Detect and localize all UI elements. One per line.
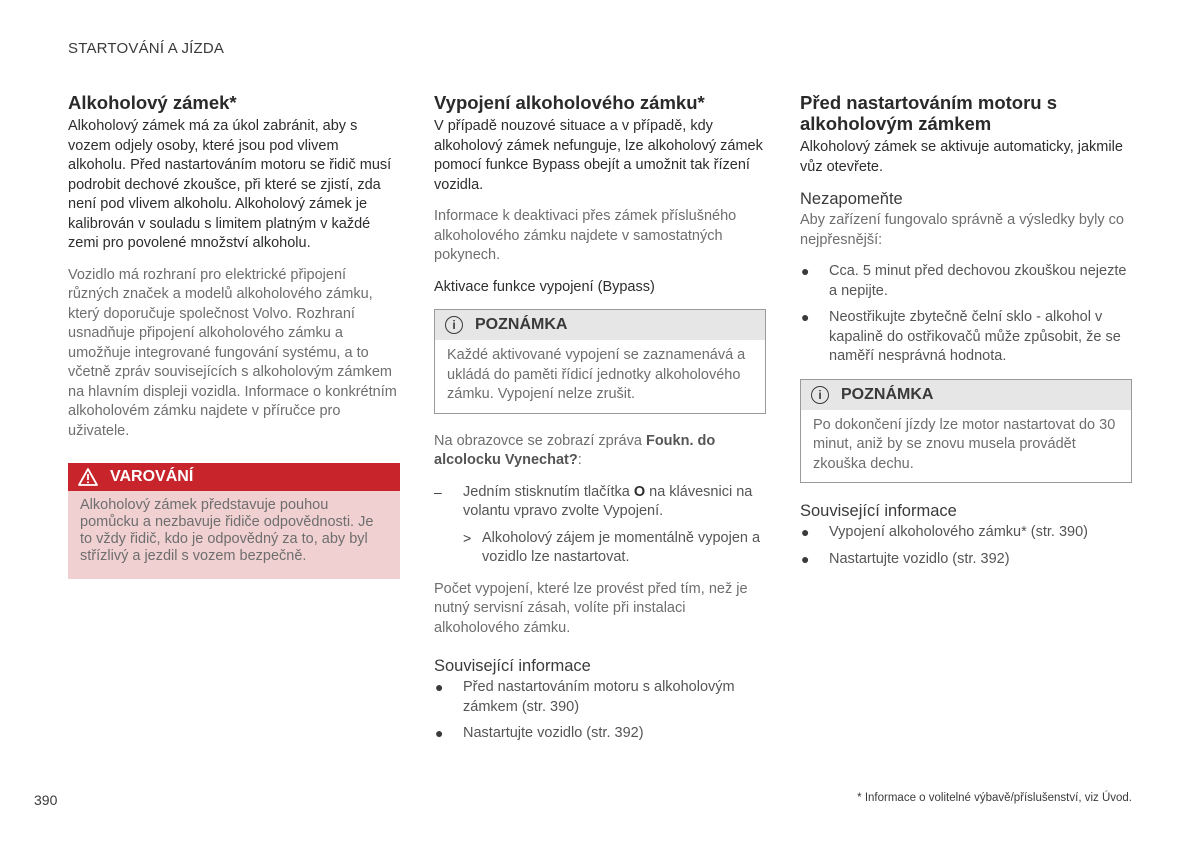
heading-bypass: Vypojení alkoholového zámku* [434, 92, 705, 113]
info-icon: i [811, 386, 829, 404]
heading-before-start: Před nastartováním motoru s alkoholovým zámkem [800, 92, 1058, 134]
bullet-icon: ● [801, 309, 810, 325]
related-link[interactable] [434, 724, 766, 744]
list-item [800, 262, 1132, 301]
info-icon: i [445, 316, 463, 334]
step-item [434, 483, 766, 522]
note-box [800, 379, 1132, 484]
result-text: Alkoholový zájem je momentálně vypojen a vozidlo lze nastartovat. [482, 529, 761, 565]
note-header [435, 310, 765, 340]
alcohol-lock-interface: Vozidlo má rozhraní pro elektrické připojení různých značek a modelů alkoholového zámku, který doporučuje společnost Volvo. Rozhraní usnadňuje připojení alkoholového zámku a umožňuje integrované fungování systému, a to včetně zpráv souvisejících s alkoholovým zámkem na hlavním displeji vozidla. Informace o konkrétním alkoholovém zámku najdete v příručce pro uživatele. [68, 266, 397, 439]
note-text: Každé aktivované vypojení se zaznamenává a ukládá do paměti řídicí jednotky alkoholového zámku. Vypojení nelze zrušit. [447, 347, 746, 402]
result-item [434, 529, 766, 568]
heading-alcohol-lock: Alkoholový zámek* [68, 92, 237, 113]
step-text-prefix: Jedním stisknutím tlačítka [463, 483, 634, 500]
step-key: O [633, 483, 646, 500]
bullet-icon: ● [435, 679, 444, 695]
page-number: 390 [34, 792, 58, 808]
related-info-list [800, 523, 1132, 569]
screen-message-paragraph [434, 432, 766, 471]
bypass-steps [434, 483, 766, 568]
bypass-deactivation-info: Informace k deaktivaci přes zámek příslušného alkoholového zámku najdete v samostatných pokynech. [434, 208, 737, 263]
remember-heading: Nezapomeňte [800, 190, 903, 208]
column-before-start [800, 92, 1132, 581]
footnote: * Informace o volitelné výbavě/příslušenství, viz Úvod. [857, 792, 1132, 804]
list-item [800, 308, 1132, 367]
note-header [801, 380, 1131, 410]
bypass-count-info: Počet vypojení, které lze provést před tím, než je nutný servisní zásah, volíte při instalaci alkoholového zámku. [434, 580, 748, 636]
related-link-text: Vypojení alkoholového zámku* (str. 390) [829, 524, 1088, 540]
related-link[interactable] [800, 523, 1132, 543]
related-link-text: Nastartujte vozidlo (str. 392) [463, 725, 644, 741]
bullet-icon: ● [435, 725, 444, 741]
column-alcohol-lock [68, 92, 400, 579]
related-link[interactable] [434, 678, 766, 717]
related-info-list [434, 678, 766, 744]
list-item-text: Cca. 5 minut před dechovou zkouškou nejezte a nepijte. [829, 263, 1127, 299]
note-text: Po dokončení jízdy lze motor nastartovat do 30 minut, aniž by se znovu musela provádět zkouška dechu. [813, 416, 1116, 472]
list-item-text: Neostřikujte zbytečně čelní sklo - alkohol v kapalině do ostřikovačů může způsobit, že se naměří nesprávná hodnota. [829, 309, 1121, 364]
section-header: STARTOVÁNÍ A JÍZDA [68, 40, 225, 57]
bypass-intro: V případě nouzové situace a v případě, kdy alkoholový zámek nefunguje, lze alkoholový zámek pomocí funkce Bypass obejít a umožnit tak řízení vozidla. [434, 118, 763, 193]
note-box [434, 309, 766, 414]
warning-header [68, 463, 400, 491]
remember-list [800, 262, 1132, 367]
remember-intro: Aby zařízení fungovalo správně a výsledky byly co nejpřesnější: [800, 212, 1124, 248]
screen-message-suffix: : [577, 452, 582, 468]
related-link-text: Před nastartováním motoru s alkoholovým zámkem (str. 390) [463, 679, 735, 715]
warning-text: Alkoholový zámek představuje pouhou pomůcku a nezbavuje řidiče odpovědnosti. Je to vždy řidič, kdo je odpovědný za to, aby byl střízlivý a jezdil s vozem bezpečně. [80, 497, 374, 564]
related-link-text: Nastartujte vozidlo (str. 392) [829, 550, 1010, 567]
step-text-suffix: na klávesnici na volantu vpravo zvolte Vypojení. [463, 483, 753, 519]
step-dash: – [434, 483, 442, 500]
warning-box [68, 463, 400, 579]
bullet-icon: ● [801, 263, 810, 279]
related-info-heading: Související informace [434, 657, 591, 675]
related-link[interactable] [800, 550, 1132, 570]
note-title: POZNÁMKA [475, 316, 568, 333]
screen-message-prefix: Na obrazovce se zobrazí zpráva [434, 432, 646, 449]
note-title: POZNÁMKA [841, 385, 934, 403]
warning-triangle-icon [78, 468, 98, 486]
before-start-intro: Alkoholový zámek se aktivuje automaticky, jakmile vůz otevřete. [800, 139, 1123, 175]
warning-title: VAROVÁNÍ [110, 468, 194, 485]
column-bypass [434, 92, 766, 756]
bullet-icon: ● [801, 524, 810, 540]
screen-message-text: Foukn. do alcolocku Vynechat? [434, 432, 716, 468]
result-mark: > [463, 529, 472, 546]
bullet-icon: ● [801, 550, 810, 567]
bypass-activation-subheading: Aktivace funkce vypojení (Bypass) [434, 278, 655, 295]
alcohol-lock-intro: Alkoholový zámek má za úkol zabránit, aby s vozem odjely osoby, které jsou pod vlivem alkoholu. Před nastartováním motoru se řidič musí podrobit dechové zkoušce, při které se zjistí, zda není pod vlivem alkoholu. Alkoholový zámek je kalibrován v souladu s limitem platným v každé zemi pro povolené množství alkoholu. [68, 118, 392, 251]
related-info-heading: Související informace [800, 502, 957, 520]
